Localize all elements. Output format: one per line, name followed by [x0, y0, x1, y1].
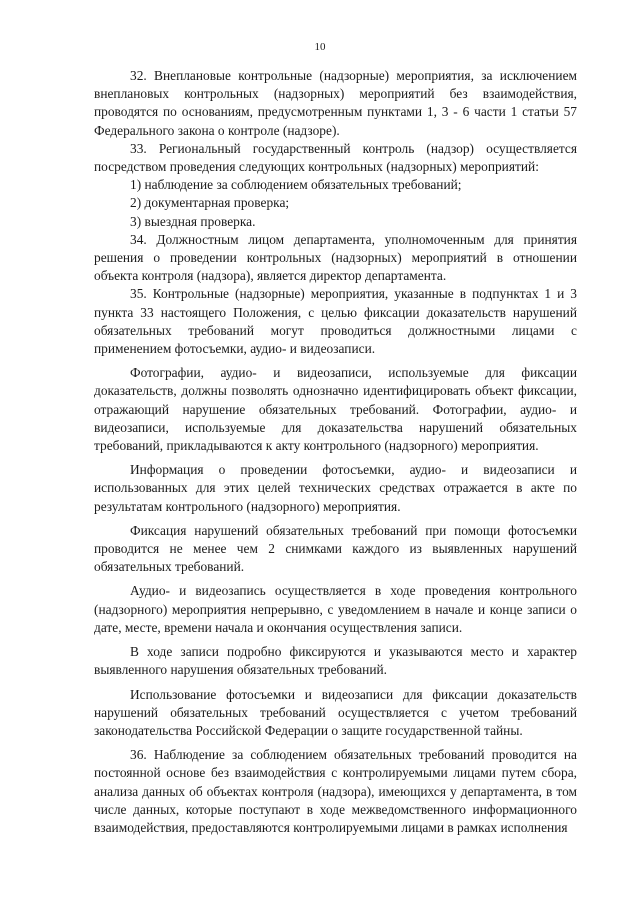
paragraph-audio-video: Аудио- и видеозапись осуществляется в ходе проведения контрольного (надзорного) мероприятия непрерывно, с уведомлением в начале и конце записи о дате, месте, времени начала и окончания осуществления записи. [94, 583, 577, 635]
paragraph-photo-fixation: Фиксация нарушений обязательных требований при помощи фотосъемки проводится не менее чем 2 снимками каждого из выявленных нарушений обязательных требований. [94, 522, 577, 575]
paragraph-recording-info: Информация о проведении фотосъемки, аудио- и видеозаписи и использованных для этих целей технических средствах отражается в акте по результатам контрольного (надзорного) мероприятия. [94, 462, 577, 514]
paragraph-32: 32. Внеплановые контрольные (надзорные) мероприятия, за исключением внеплановых контрольных (надзорных) мероприятий без взаимодействия, проводятся по основаниям, предусмотренным пунктами 1, 3 - 6 части 1 статьи 57 Федерального закона о контроле (надзоре). [94, 68, 577, 138]
paragraph-36: 36. Наблюдение за соблюдением обязательных требований проводится на постоянной основе без взаимодействия с контролируемыми лицами путем сбора, анализа данных об объектах контроля (надзора), имеющихся у департамента, в том числе данных, которые поступают в ходе межведомственного информационного взаимодействия, предоставляются контролируемыми лицами в рамках исполнения [94, 747, 577, 835]
list-item-observation: 1) наблюдение за соблюдением обязательных требований; [130, 177, 462, 193]
paragraph-34: 34. Должностным лицом департамента, уполномоченным для принятия решения о проведении контрольных (надзорных) мероприятий в отношении объекта контроля (надзора), является директор департамента. [94, 231, 577, 284]
paragraph-35: 35. Контрольные (надзорные) мероприятия, указанные в подпунктах 1 и 3 пункта 33 настоящего Положения, с целью фиксации доказательств нарушений обязательных требований могут проводиться должностными лицами с применением фотосъемки, аудио- и видеозаписи. [94, 286, 577, 357]
list-item-onsite-check: 3) выездная проверка. [130, 213, 256, 229]
paragraph-photos: Фотографии, аудио- и видеозаписи, используемые для фиксации доказательств, должны позволять однозначно идентифицировать объект фиксации, отражающий нарушение обязательных требований. Фотографии, аудио- и видеозаписи, используемые для доказательства нарушений обязательных требований, прикладываются к акту контрольного (надзорного) мероприятия. [94, 365, 577, 454]
paragraph-33: 33. Региональный государственный контроль (надзор) осуществляется посредством проведения следующих контрольных (надзорных) мероприятий: [94, 140, 577, 175]
document-body [94, 67, 577, 837]
paragraph-state-secret: Использование фотосъемки и видеозаписи для фиксации доказательств нарушений обязательных требований осуществляется с учетом требований законодательства Российской Федерации о защите государственной тайны. [94, 686, 577, 738]
list-item-documentary-check: 2) документарная проверка; [130, 195, 290, 211]
page-number: 10 [314, 41, 326, 53]
paragraph-recording-details: В ходе записи подробно фиксируются и указываются место и характер выявленного нарушения обязательных требований. [94, 644, 577, 678]
